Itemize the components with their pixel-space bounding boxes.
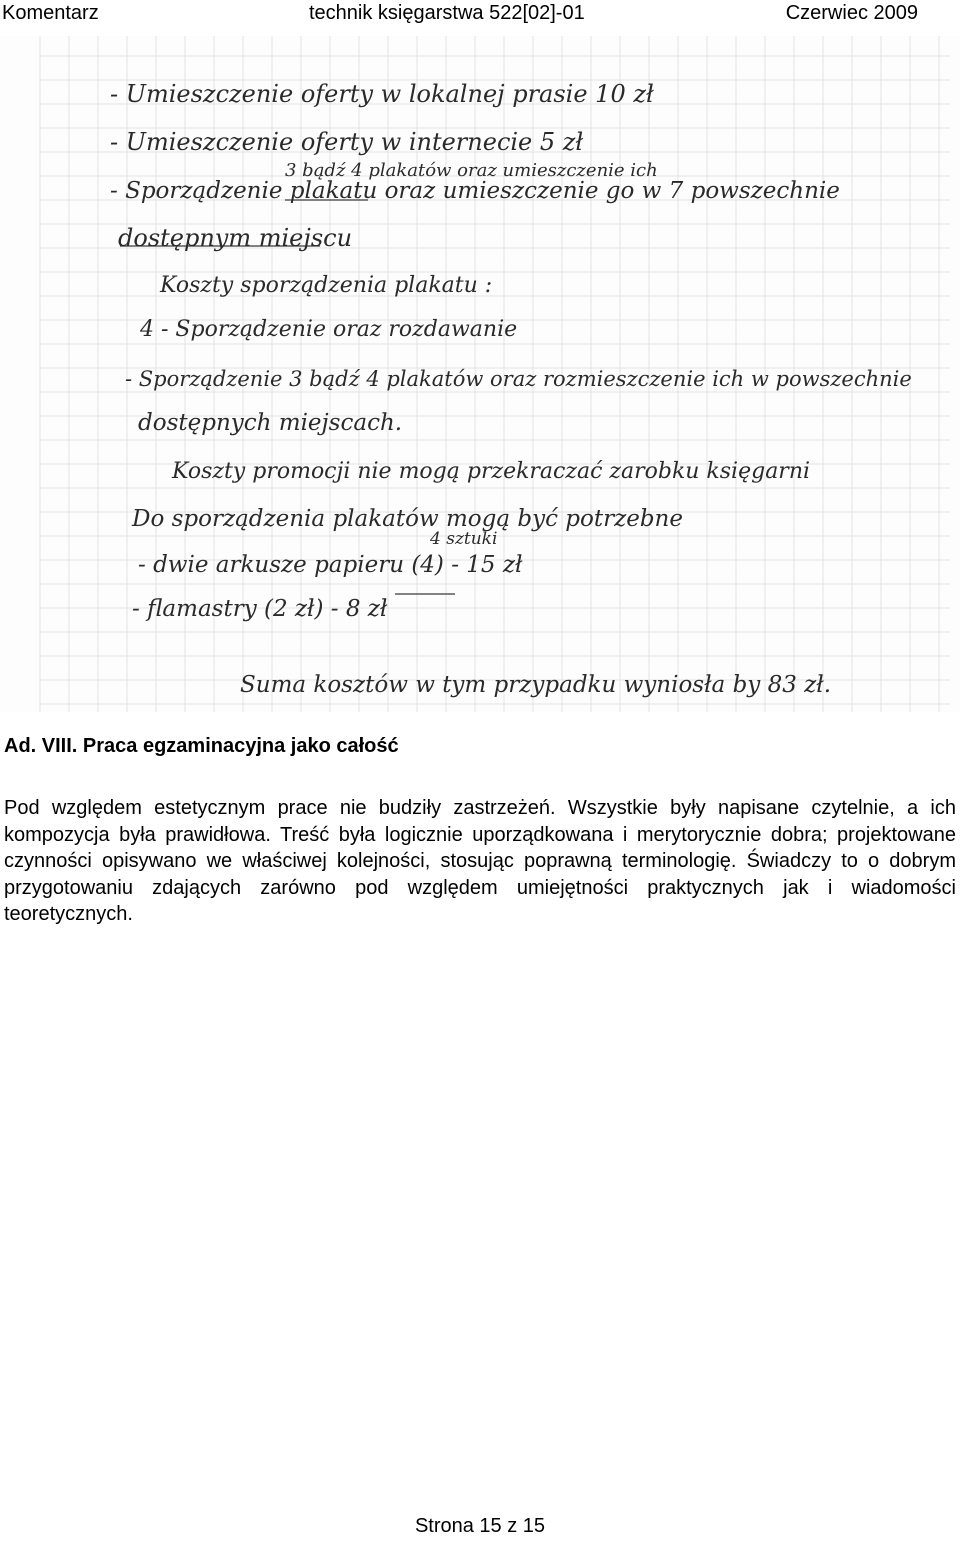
header-profession: technik księgarstwa 522[02]-01	[309, 2, 585, 24]
handwritten-line: 4 - Sporządzenie oraz rozdawanie	[140, 317, 518, 342]
page-header	[0, 0, 960, 30]
section-heading: Ad. VIII. Praca egzaminacyjna jako całość	[4, 735, 399, 757]
handwritten-line: dostępnym miejscu	[118, 224, 353, 252]
handwritten-line: - Sporządzenie 3 bądź 4 plakatów oraz rozmieszczenie ich w powszechnie	[125, 367, 912, 391]
handwritten-scan	[0, 36, 960, 712]
handwritten-line: Koszty sporządzenia plakatu :	[160, 273, 493, 298]
handwritten-line: - Sporządzenie plakatu oraz umieszczenie go w 7 powszechnie	[110, 178, 840, 204]
handwritten-line: - dwie arkusze papieru (4) - 15 zł	[138, 552, 523, 578]
section-paragraph: Pod względem estetycznym prace nie budziły zastrzeżeń. Wszystkie były napisane czytelnie, a ich kompozycja była prawidłowa. Treść była logicznie uporządkowana i merytorycznie dobra; projektowane czynności opisywano we właściwej kolejności, stosując poprawną terminologię. Świadczy to o dobrym przygotowaniu zdających zarówno pod względem umiejętności praktycznych jak i wiadomości teoretycznych.	[4, 797, 956, 925]
page-number: Strona 15 z 15	[414, 1515, 546, 1537]
header-date: Czerwiec 2009	[785, 2, 918, 24]
handwritten-line: 4 sztuki	[430, 529, 498, 549]
handwritten-line: Koszty promocji nie mogą przekraczać zarobku księgarni	[172, 459, 811, 484]
handwritten-line: Do sporządzenia plakatów mogą być potrzebne	[132, 506, 683, 532]
handwritten-line: dostępnych miejscach.	[138, 410, 403, 436]
handwritten-line: - Umieszczenie oferty w internecie 5 zł	[110, 128, 584, 156]
scan-canvas	[0, 36, 960, 712]
header-document-type: Komentarz	[2, 2, 99, 24]
handwritten-line: - flamastry (2 zł) - 8 zł	[132, 596, 388, 622]
handwritten-line: 3 bądź 4 plakatów oraz umieszczenie ich	[285, 160, 658, 181]
handwritten-line: - Umieszczenie oferty w lokalnej prasie 10 zł	[110, 80, 654, 108]
handwritten-line: Suma kosztów w tym przypadku wyniosła by 83 zł.	[240, 672, 832, 698]
